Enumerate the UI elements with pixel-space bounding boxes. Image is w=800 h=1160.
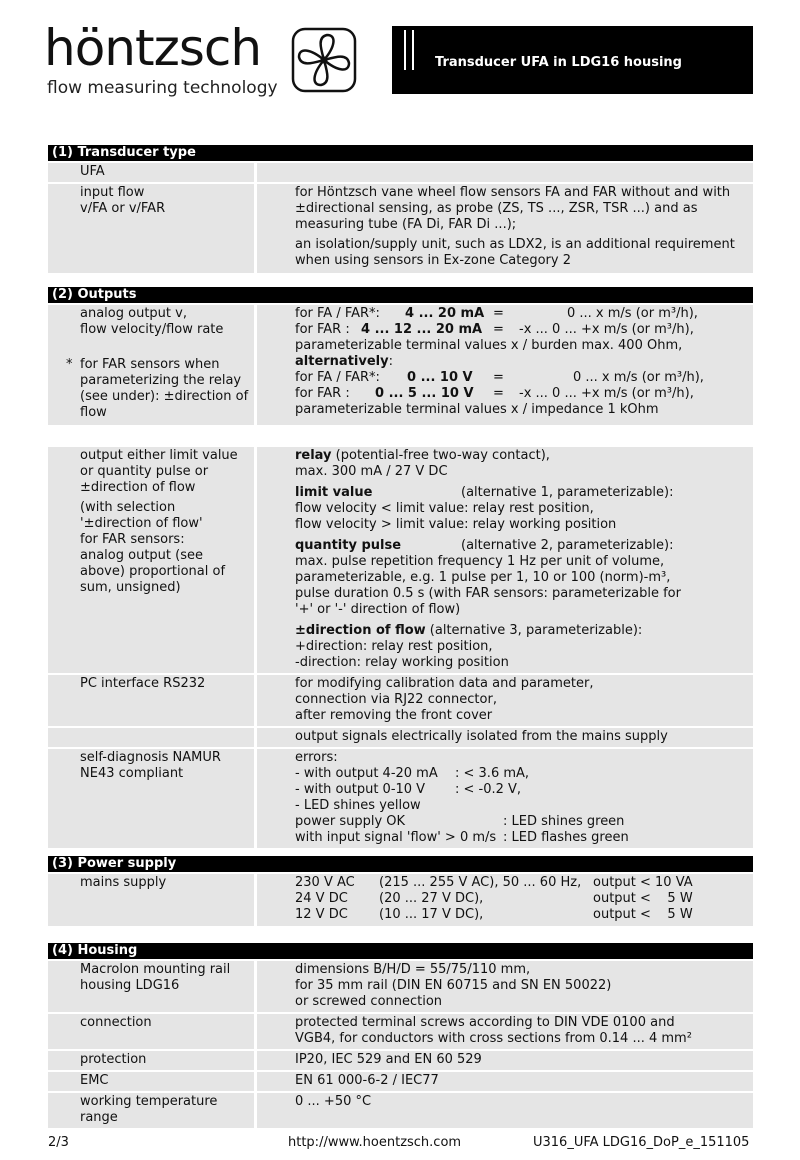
value-line [295,370,749,386]
value-part: (alternative 2, parameterizable): [461,538,674,553]
value-part: (alternative 1, parameterizable): [461,485,674,500]
label-line: NE43 compliant [80,766,184,781]
value-line: for Höntzsch vane wheel flow sensors FA and FAR without and with [295,185,731,200]
value-part: output < 5 W [593,891,693,906]
value-part: power supply OK [295,814,406,829]
value-part: 24 V DC [295,891,348,906]
value-line [295,354,749,370]
section-heading: (1) Transducer type [48,145,753,161]
label-line: working temperature [80,1094,218,1109]
section-outputs [48,287,753,848]
label-line: Macrolon mounting rail [80,962,231,977]
value-part: 12 V DC [295,907,348,922]
value-part: = [493,386,504,401]
value-line: after removing the front cover [295,708,493,723]
row-value [257,749,753,848]
value-line: max. pulse repetition frequency 1 Hz per unit of volume, [295,554,665,569]
value-part: 0 ... x m/s (or m³/h), [567,306,698,321]
value-line [295,623,749,639]
note-line: flow [80,405,107,420]
value-line: for modifying calibration data and parameter, [295,676,594,691]
row-value: 0 ... +50 °C [257,1093,753,1128]
table-row [48,728,753,747]
label-line: (with selection [80,500,176,515]
label-line: analog output v, [80,306,187,321]
header-title-bar [392,26,753,94]
value-part: 230 V AC [295,875,355,890]
value-part: : < 3.6 mA, [455,766,530,781]
row-label: protection [48,1051,254,1070]
value-part: : LED shines green [503,814,625,829]
label-line: flow velocity/flow rate [80,322,224,337]
value-line: parameterizable, e.g. 1 pulse per 1, 10 or 100 (norm)-m³, [295,570,671,585]
label-line: sum, unsigned) [80,580,181,595]
value-part: for FAR : [295,386,350,401]
table-row [48,305,753,425]
value-line [295,322,749,338]
table-row [48,184,753,273]
value-part: - with output 4-20 mA [295,766,438,781]
row-value [257,874,753,926]
value-line: -direction: relay working position [295,655,509,670]
value-line: VGB4, for conductors with cross sections from 0.14 ... 4 mm² [295,1031,692,1046]
row-value [257,447,753,673]
value-line: flow velocity < limit value: relay rest position, [295,501,594,516]
value-part: relay [295,448,332,463]
value-part: -x ... 0 ... +x m/s (or m³/h), [519,322,694,337]
table-row [48,749,753,848]
table-row [48,1093,753,1128]
value-part: 0 ... 10 V [407,370,473,385]
value-line: an isolation/supply unit, such as LDX2, is an additional requirement [295,237,735,252]
row-label: UFA [48,163,254,182]
value-line: ±directional sensing, as probe (ZS, TS ..., ZSR, TSR ...) and as [295,201,698,216]
row-label [48,447,254,673]
value-part: : < -0.2 V, [455,782,522,797]
table-row [48,961,753,1012]
supply-line [295,875,749,891]
brand-tagline: flow measuring technology [47,78,278,98]
row-value [257,675,753,726]
value-line [295,306,749,322]
section-heading: (2) Outputs [48,287,753,303]
row-value [257,961,753,1012]
label-line: ±direction of flow [80,480,196,495]
row-label: mains supply [48,874,254,926]
row-label [48,1093,254,1128]
note-line: (see under): ±direction of [80,389,249,404]
value-line: max. 300 mA / 27 V DC [295,464,448,479]
value-part: (alternative 3, parameterizable): [425,623,643,638]
value-part: -x ... 0 ... +x m/s (or m³/h), [519,386,694,401]
value-line: parameterizable terminal values x / burden max. 400 Ohm, [295,338,683,353]
note-line: for FAR sensors when [80,357,220,372]
value-part: = [493,306,504,321]
row-label [48,305,254,425]
value-line [295,485,749,501]
table-row [48,163,753,182]
document-id: U316_UFA LDG16_DoP_e_151105 [533,1135,750,1150]
note-line: parameterizing the relay [80,373,242,388]
row-label: PC interface RS232 [48,675,254,726]
row-label [48,184,254,273]
row-value: output signals electrically isolated from the mains supply [257,728,753,747]
value-part: 0 ... 5 ... 10 V [375,386,474,401]
page-number: 2/3 [48,1135,69,1150]
section-power-supply [48,856,753,926]
value-part: 4 ... 20 mA [405,306,485,321]
label-line: for FAR sensors: [80,532,185,547]
value-part: = [493,370,504,385]
label-line: self-diagnosis NAMUR [80,750,221,765]
value-line: - LED shines yellow [295,798,421,813]
value-line [295,386,749,402]
header-bar-divider [404,30,406,70]
table-row [48,1072,753,1091]
value-part: 4 ... 12 ... 20 mA [361,322,483,337]
value-line: flow velocity > limit value: relay working position [295,517,617,532]
value-part: (10 ... 17 V DC), [379,907,484,922]
value-line [295,766,749,782]
value-part: alternatively [295,354,389,369]
label-line: above) proportional of [80,564,226,579]
label-line: '±direction of flow' [80,516,203,531]
row-value [257,1014,753,1049]
label-line: analog output (see [80,548,203,563]
label-line: output either limit value [80,448,238,463]
row-value: EN 61 000-6-2 / IEC77 [257,1072,753,1091]
value-part: (215 ... 255 V AC), 50 ... 60 Hz, [379,875,582,890]
section-housing [48,943,753,1128]
table-row [48,1051,753,1070]
table-row [48,675,753,726]
label-line: range [80,1110,118,1125]
value-line: pulse duration 0.5 s (with FAR sensors: parameterizable for [295,586,681,601]
value-part: - with output 0-10 V [295,782,426,797]
row-label [48,961,254,1012]
value-part: output < 10 VA [593,875,693,890]
document-title: Transducer UFA in LDG16 housing [435,55,682,70]
value-line: protected terminal screws according to DIN VDE 0100 and [295,1015,675,1030]
value-part: output < 5 W [593,907,693,922]
value-line: measuring tube (FA Di, FAR Di ...); [295,217,517,232]
value-part: with input signal 'flow' > 0 m/s [295,830,497,845]
value-line: +direction: relay rest position, [295,639,493,654]
value-line [295,448,749,464]
value-part: : LED flashes green [503,830,629,845]
supply-line [295,891,749,907]
table-row [48,874,753,926]
supply-line [295,907,749,923]
footnote-mark: * [66,357,73,372]
value-line: when using sensors in Ex-zone Category 2 [295,253,571,268]
value-part: limit value [295,485,373,500]
website-link[interactable]: http://www.hoentzsch.com [288,1135,462,1150]
header-bar-divider [412,30,414,70]
value-part: for FA / FAR*: [295,370,380,385]
value-line [295,782,749,798]
value-part: : [388,354,393,369]
value-part: (potential-free two-way contact), [331,448,550,463]
value-line: for 35 mm rail (DIN EN 60715 and SN EN 50022) [295,978,612,993]
row-value [257,305,753,425]
row-value [257,184,753,273]
row-label: EMC [48,1072,254,1091]
value-part: for FAR : [295,322,350,337]
section-transducer-type [48,145,753,273]
value-line [295,538,749,554]
value-line [295,830,749,846]
row-value: IP20, IEC 529 and EN 60 529 [257,1051,753,1070]
row-label [48,728,254,747]
label-line: or quantity pulse or [80,464,209,479]
value-line: '+' or '-' direction of flow) [295,602,461,617]
row-value [257,163,753,182]
value-line: parameterizable terminal values x / impedance 1 kOhm [295,402,659,417]
value-part: ±direction of flow [295,623,426,638]
table-row [48,447,753,673]
row-label [48,749,254,848]
section-heading: (4) Housing [48,943,753,959]
value-part: for FA / FAR*: [295,306,380,321]
value-line [295,814,749,830]
label-line: input flow [80,185,145,200]
value-line: connection via RJ22 connector, [295,692,497,707]
label-line: housing LDG16 [80,978,180,993]
value-part: quantity pulse [295,538,402,553]
value-line: or screwed connection [295,994,443,1009]
value-part: = [493,322,504,337]
label-line: v/FA or v/FAR [80,201,166,216]
value-line: dimensions B/H/D = 55/75/110 mm, [295,962,531,977]
value-line: errors: [295,750,338,765]
value-part: 0 ... x m/s (or m³/h), [573,370,704,385]
table-row [48,1014,753,1049]
section-heading: (3) Power supply [48,856,753,872]
fan-logo-icon [291,27,357,93]
row-label: connection [48,1014,254,1049]
value-part: (20 ... 27 V DC), [379,891,484,906]
brand-logo: höntzsch [44,19,262,77]
